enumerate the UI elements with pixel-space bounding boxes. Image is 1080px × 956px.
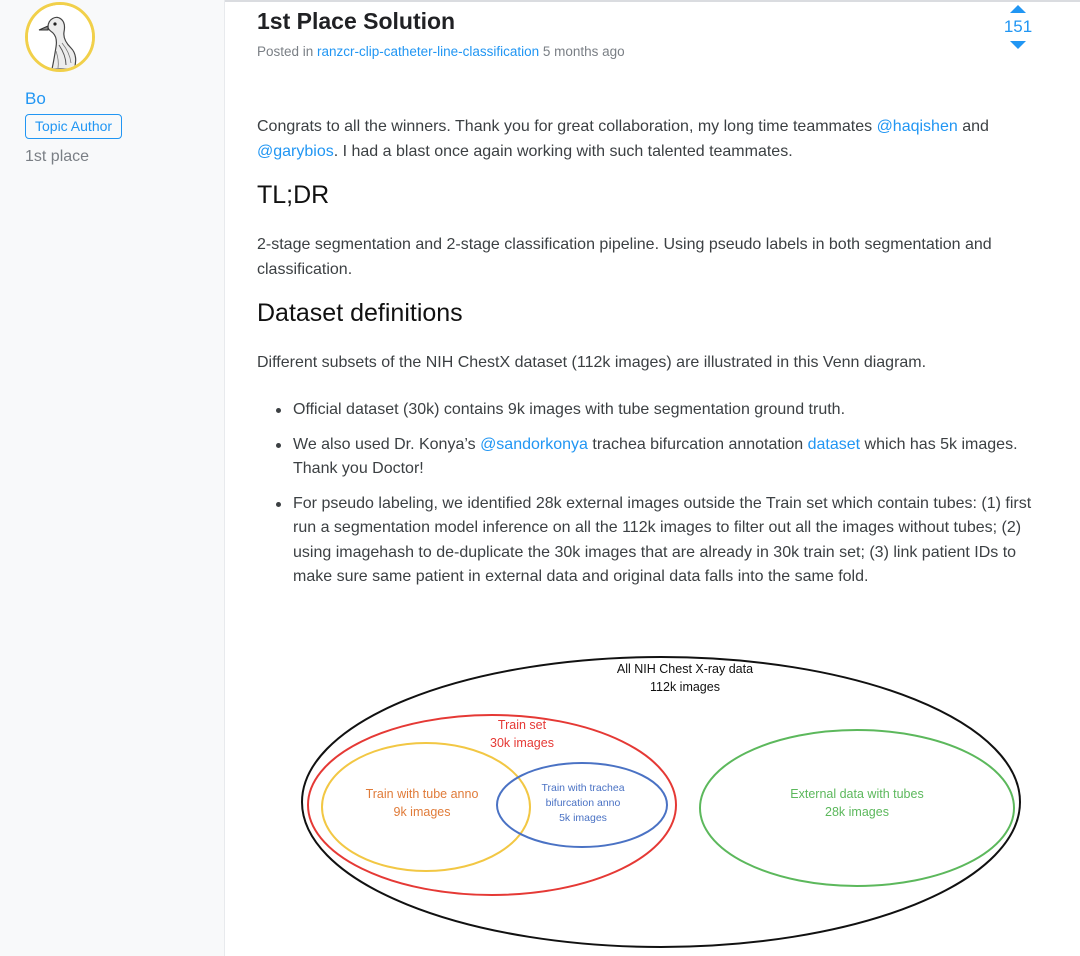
- competition-link[interactable]: ranzcr-clip-catheter-line-classification: [317, 44, 540, 59]
- topic-author-badge: Topic Author: [25, 114, 122, 139]
- venn-external-count: 28k images: [825, 805, 889, 819]
- intro-paragraph: [257, 115, 1047, 164]
- bullet-3-text: For pseudo labeling, we identified 28k external images outside the Train set which contain tubes: (1) first run a segmentation model inference on all the 112k images to filter out all the images without tubes; (2) using imagehash to de-duplicate the 30k images that are already in 30k train set; (3) link patient IDs to make sure same patient in external data and original data falls into the same fold.: [293, 494, 1032, 585]
- dataset-link[interactable]: dataset: [807, 435, 861, 453]
- mention-sandorkonya-link[interactable]: @sandorkonya: [480, 435, 588, 453]
- venn-trachea-line1: Train with trachea: [541, 782, 625, 794]
- venn-all-title: All NIH Chest X-ray data: [616, 662, 754, 676]
- upvote-arrow-icon[interactable]: [1010, 5, 1026, 13]
- author-name[interactable]: Bo: [25, 89, 46, 108]
- tldr-paragraph: 2-stage segmentation and 2-stage classification pipeline. Using pseudo labels in both segmentation and classification.: [257, 236, 992, 278]
- venn-train-title: Train set: [497, 718, 547, 732]
- venn-all-count: 112k images: [650, 680, 720, 694]
- bullet-2-text-c: which has 5k images. Thank you Doctor!: [293, 435, 1018, 477]
- post-time: 5 months ago: [539, 44, 625, 59]
- dataset-bullet-list: [257, 398, 1047, 600]
- venn-trachea-line2: bifurcation anno: [545, 797, 621, 809]
- venn-external-title: External data with tubes: [790, 787, 924, 801]
- venn-diagram: [300, 650, 1030, 950]
- heading-dataset-definitions: Dataset definitions: [257, 299, 463, 327]
- goose-avatar-icon: [28, 5, 92, 69]
- posted-in-label: Posted in: [257, 44, 318, 59]
- mention-garybios-link[interactable]: @garybios: [257, 142, 334, 160]
- list-item: [257, 492, 1047, 590]
- author-rank: 1st place: [25, 148, 90, 165]
- list-item: [257, 398, 1047, 423]
- heading-tldr: TL;DR: [257, 181, 330, 209]
- intro-text-b: and: [957, 118, 989, 135]
- bullet-2-text-a: We also used Dr. Konya’s: [293, 435, 481, 453]
- downvote-arrow-icon[interactable]: [1010, 41, 1026, 49]
- intro-text-a: Congrats to all the winners. Thank you for great collaboration, my long time teammates: [257, 118, 877, 135]
- vote-count: 151: [1003, 17, 1033, 36]
- bullet-1-text: Official dataset (30k) contains 9k images with tube segmentation ground truth.: [293, 401, 846, 418]
- vote-widget: [998, 5, 1038, 49]
- venn-tube-title: Train with tube anno: [365, 787, 479, 801]
- author-avatar[interactable]: [25, 2, 95, 72]
- dataset-paragraph: Different subsets of the NIH ChestX dataset (112k images) are illustrated in this Venn diagram.: [257, 354, 927, 371]
- venn-train-count: 30k images: [490, 736, 554, 750]
- author-sidebar: [0, 0, 225, 956]
- bullet-2-text-b: trachea bifurcation annotation: [587, 435, 808, 453]
- post-meta: [257, 44, 625, 59]
- venn-trachea-count: 5k images: [559, 812, 607, 824]
- mention-haqishen-link[interactable]: @haqishen: [876, 118, 958, 135]
- all-data-ellipse: [302, 657, 1020, 947]
- venn-tube-count: 9k images: [393, 805, 451, 819]
- list-item: [257, 433, 1047, 482]
- post-title: 1st Place Solution: [257, 8, 456, 34]
- intro-text-c: . I had a blast once again working with such talented teammates.: [333, 142, 793, 160]
